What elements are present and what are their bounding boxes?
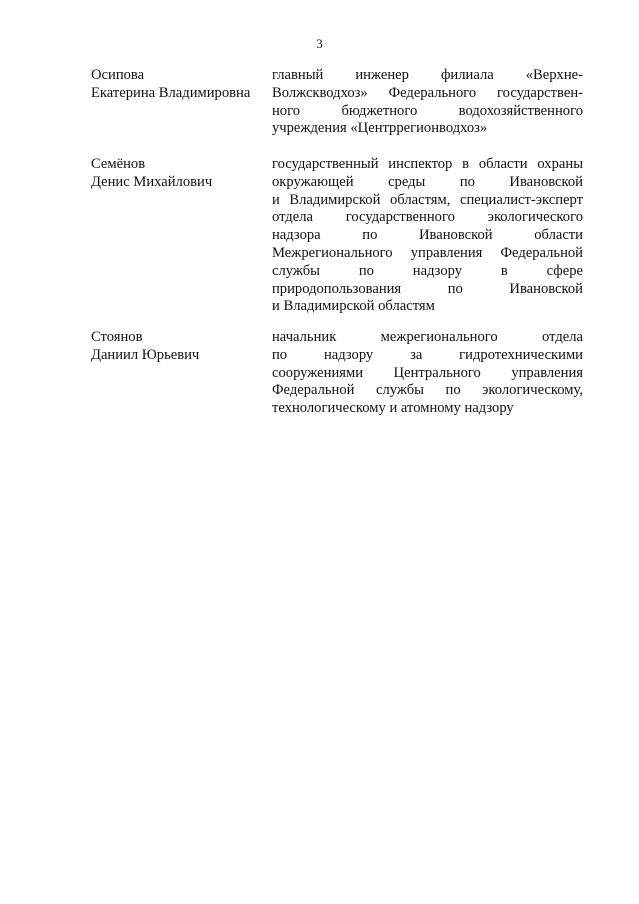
position-line: Федеральной службы по экологическому, — [272, 382, 583, 399]
member-given-names: Денис Михайлович — [91, 173, 213, 190]
position-line: надзора по Ивановской области — [272, 227, 583, 244]
position-line: окружающей среды по Ивановской — [272, 173, 583, 190]
position-line: начальник межрегионального отдела — [272, 329, 583, 345]
member-name — [91, 67, 271, 103]
position-line: ного бюджетного водохозяйственного — [272, 102, 583, 119]
position-line: и Владимирской областям — [272, 298, 435, 315]
position-line: учреждения «Центррегионводхоз» — [272, 120, 488, 137]
member-surname: Стоянов — [91, 329, 143, 345]
position-line: отдела государственного экологического — [272, 209, 583, 226]
position-line: Волжскводхоз» Федерального государствен- — [272, 84, 583, 101]
position-line: сооружениями Центрального управления — [272, 364, 583, 381]
position-line: технологическому и атомному надзору — [272, 400, 514, 417]
member-name — [91, 329, 271, 365]
member-position — [272, 329, 583, 418]
member-position — [272, 67, 583, 138]
member-surname: Семёнов — [91, 156, 146, 172]
member-position — [272, 156, 583, 316]
position-line: и Владимирской областям, специалист-эксперт — [272, 191, 583, 208]
position-line: службы по надзору в сфере — [272, 262, 583, 279]
position-line: главный инженер филиала «Верхне- — [272, 67, 583, 83]
member-given-names: Даниил Юрьевич — [91, 346, 200, 363]
position-line: природопользования по Ивановской — [272, 280, 583, 297]
member-surname: Осипова — [91, 67, 145, 83]
position-line: Межрегионального управления Федеральной — [272, 244, 583, 261]
member-name — [91, 156, 271, 192]
member-given-names: Екатерина Владимировна — [91, 84, 251, 101]
position-line: государственный инспектор в области охраны — [272, 156, 583, 172]
position-line: по надзору за гидротехническими — [272, 346, 583, 363]
page-number: 3 — [316, 36, 323, 51]
